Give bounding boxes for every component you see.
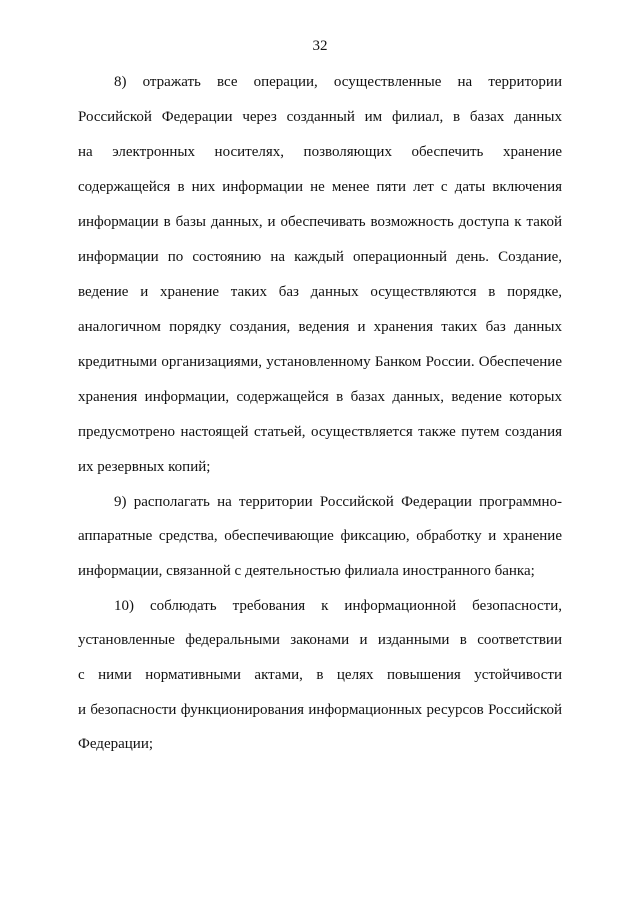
paragraph-8-line-7: ведение и хранение таких баз данных осуществляются в порядке, <box>78 284 562 300</box>
paragraph-9-line-3: информации, связанной с деятельностью филиала иностранного банка; <box>78 563 535 579</box>
paragraph-10-line-3: с ними нормативными актами, в целях повышения устойчивости <box>78 667 562 683</box>
paragraph-8-line-4: содержащейся в них информации не менее пяти лет с даты включения <box>78 179 562 195</box>
paragraph-10-line-4: и безопасности функционирования информационных ресурсов Российской <box>78 702 562 718</box>
paragraph-8-line-3: на электронных носителях, позволяющих обеспечить хранение <box>78 144 562 160</box>
paragraph-8-line-1: 8) отражать все операции, осуществленные на территории <box>114 74 562 90</box>
paragraph-8-line-10: хранения информации, содержащейся в базах данных, ведение которых <box>78 389 562 405</box>
page-number: 32 <box>312 38 328 54</box>
paragraph-8-line-11: предусмотрено настоящей статьей, осуществляется также путем создания <box>78 424 562 440</box>
paragraph-10-line-2: установленные федеральными законами и изданными в соответствии <box>78 632 562 648</box>
paragraph-10-line-5: Федерации; <box>78 736 154 752</box>
paragraph-8-line-5: информации в базы данных, и обеспечивать возможность доступа к такой <box>78 214 562 230</box>
paragraph-8-line-8: аналогичном порядку создания, ведения и хранения таких баз данных <box>78 319 562 335</box>
paragraph-8-line-6: информации по состоянию на каждый операционный день. Создание, <box>78 249 562 265</box>
paragraph-10-line-1: 10) соблюдать требования к информационной безопасности, <box>114 598 562 614</box>
paragraph-8-line-9: кредитными организациями, установленному Банком России. Обеспечение <box>78 354 562 370</box>
paragraph-9-line-2: аппаратные средства, обеспечивающие фиксацию, обработку и хранение <box>78 528 562 544</box>
paragraph-8-line-12: их резервных копий; <box>78 459 211 475</box>
paragraph-9-line-1: 9) располагать на территории Российской Федерации программно- <box>114 494 562 510</box>
paragraph-8-line-2: Российской Федерации через созданный им филиал, в базах данных <box>78 109 562 125</box>
